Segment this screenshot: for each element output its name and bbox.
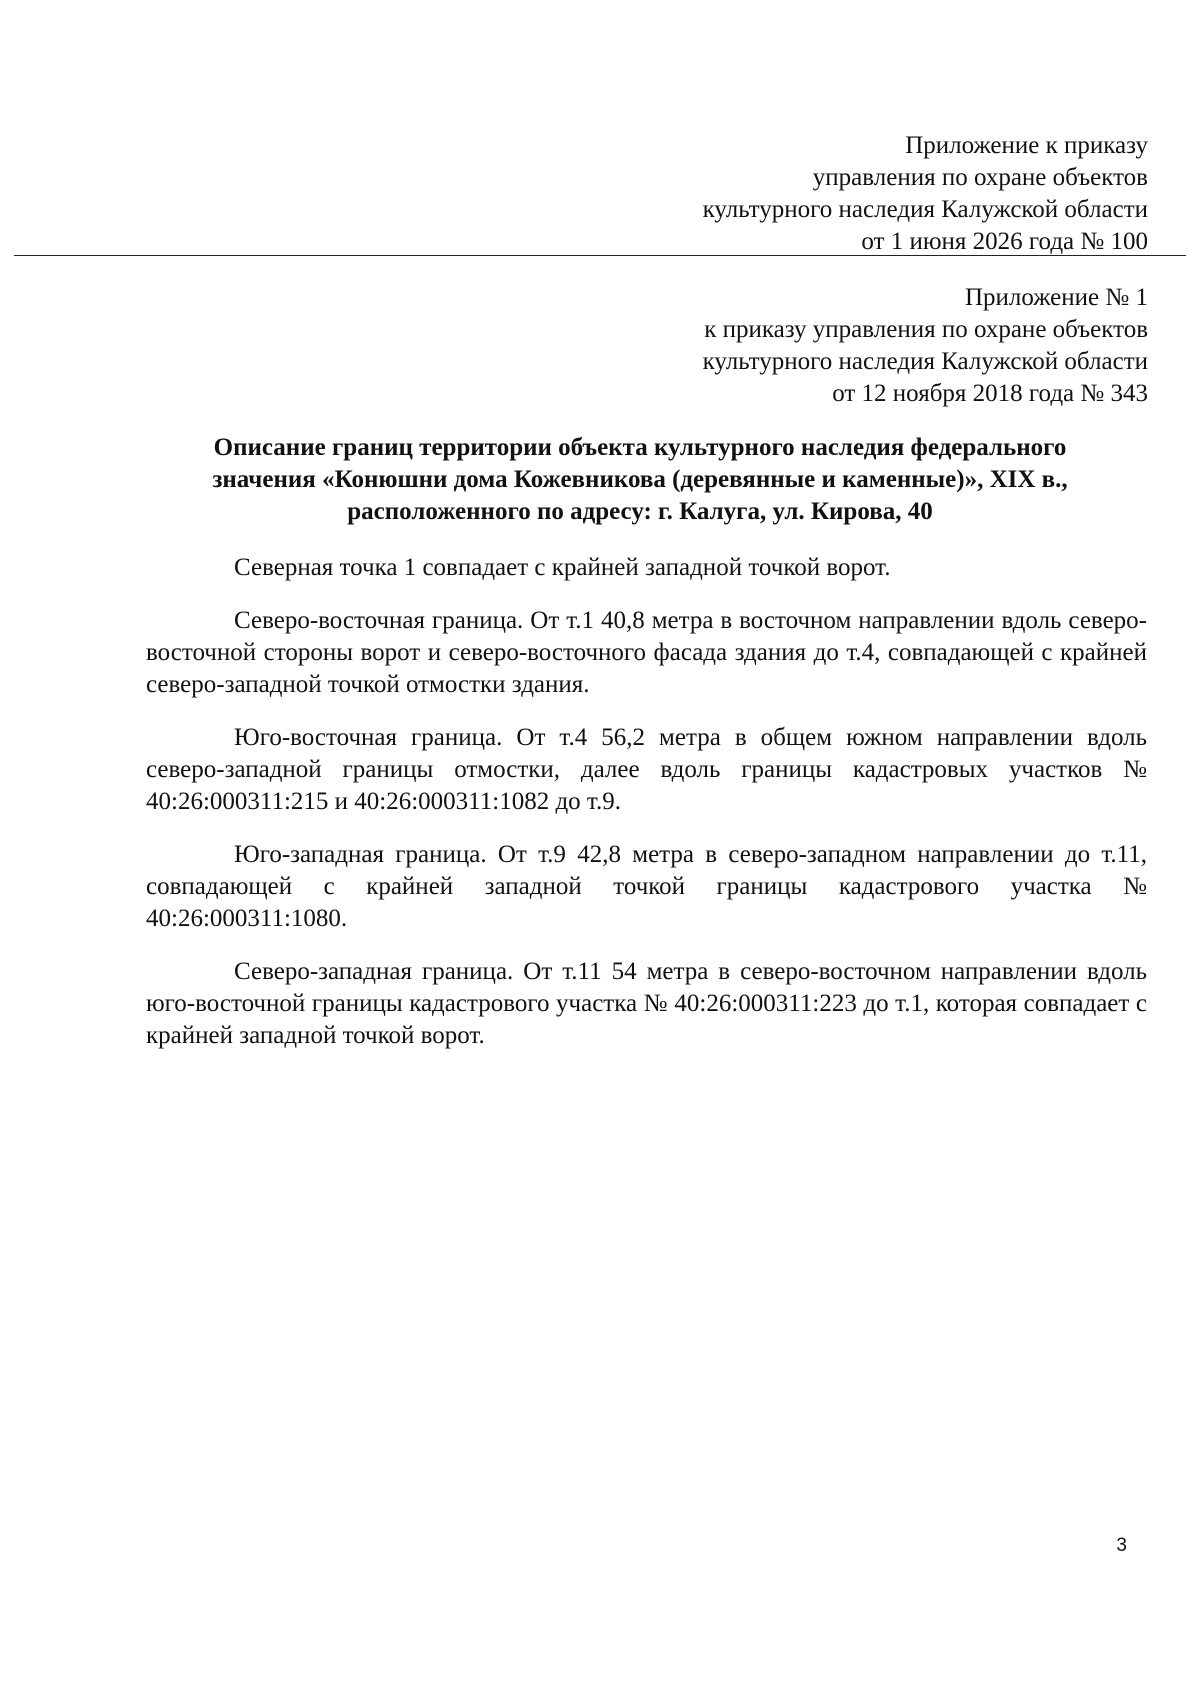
title-line: значения «Конюшни дома Кожевникова (деревянные и каменные)», XIX в., <box>212 466 1068 493</box>
header-line: от 1 июня 2026 года № 100 <box>861 228 1148 255</box>
paragraph-north-point: Северная точка 1 совпадает с крайней западной точкой ворот. <box>234 554 891 581</box>
header-divider <box>14 255 1186 256</box>
paragraph-northeast-boundary: Северо-восточная граница. От т.1 40,8 метра в восточном направлении вдоль северо-восточной стороны ворот и северо-восточного фасада здания до т.4, совпадающей с крайней северо-западной точкой отмостки здания. <box>146 607 1147 698</box>
boundary-description <box>146 552 1147 1073</box>
header-line: Приложение № 1 <box>964 284 1148 311</box>
header-line: управления по охране объектов <box>812 164 1148 191</box>
header-line: Приложение к приказу <box>905 132 1148 159</box>
title-line: Описание границ территории объекта культурного наследия федерального <box>213 434 1067 461</box>
header-line: от 12 ноября 2018 года № 343 <box>832 380 1148 407</box>
header-line: к приказу управления по охране объектов <box>704 316 1148 343</box>
header-line: культурного наследия Калужской области <box>702 348 1148 375</box>
document-title <box>180 432 1100 528</box>
page-number: 3 <box>1116 1535 1127 1556</box>
paragraph-southeast-boundary: Юго-восточная граница. От т.4 56,2 метра в общем южном направлении вдоль северо-западной границы отмостки, далее вдоль границы кадастровых участков № 40:26:000311:215 и 40:26:000311:1082 до т.9. <box>146 724 1147 815</box>
paragraph-southwest-boundary: Юго-западная граница. От т.9 42,8 метра в северо-западном направлении до т.11, совпадающей с крайней западной точкой границы кадастрового участка № 40:26:000311:1080. <box>146 841 1147 932</box>
header-line: культурного наследия Калужской области <box>702 196 1148 223</box>
paragraph-northwest-boundary: Северо-западная граница. От т.11 54 метра в северо-восточном направлении вдоль юго-восточной границы кадастрового участка № 40:26:000311:223 до т.1, которая совпадает с крайней западной точкой ворот. <box>146 958 1147 1049</box>
title-line: расположенного по адресу: г. Калуга, ул. Кирова, 40 <box>347 498 933 525</box>
appendix-header-current-order <box>703 130 1148 258</box>
appendix-header-original-order <box>703 282 1148 410</box>
